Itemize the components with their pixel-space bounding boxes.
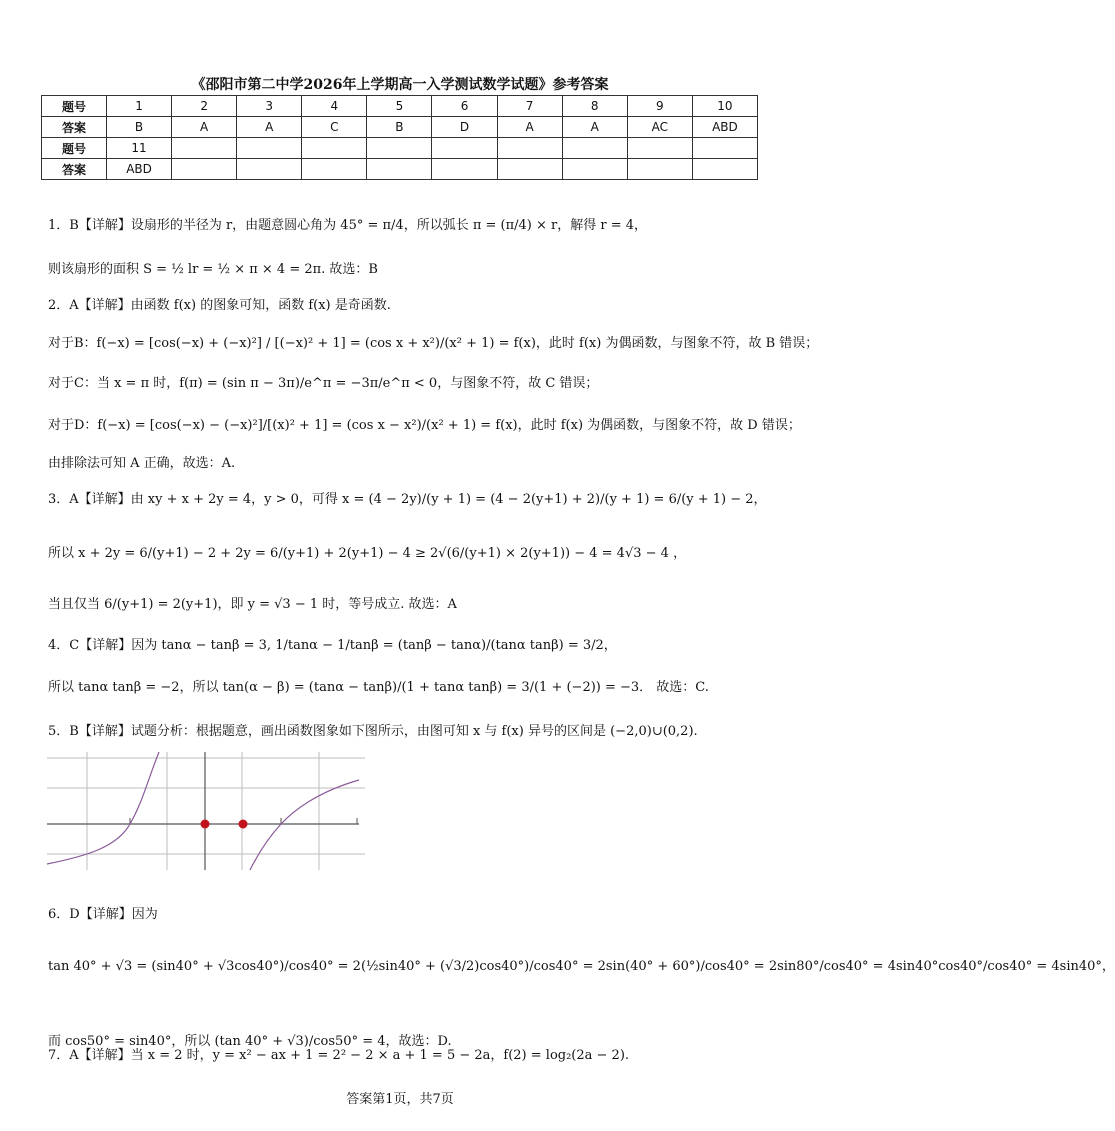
table-cell: 7 [497,96,562,117]
table-cell: A [237,117,302,138]
table-cell: C [302,117,367,138]
table-cell [367,138,432,159]
solution-q2-line3: 对于C：当 x = π 时，f(π) = (sin π − 3π)/e^π = −3π/e^π < 0，与图象不符，故 C 错误； [48,376,599,391]
table-cell: A [172,117,237,138]
table-cell [562,138,627,159]
table-cell [692,159,757,180]
table-cell [367,159,432,180]
table-cell [302,159,367,180]
table-cell: A [562,117,627,138]
solution-q2-line5: 由排除法可知 A 正确，故选：A. [48,456,236,471]
table-cell [172,138,237,159]
grid [47,752,365,870]
row-header: 答案 [42,117,107,138]
solution-q2-line1: 2．A【详解】由函数 f(x) 的图象可知，函数 f(x) 是奇函数. [48,298,391,313]
solution-q3-line3: 当且仅当 6/(y+1) = 2(y+1)，即 y = √3 − 1 时，等号成立. 故选：A [48,597,457,612]
table-cell [237,138,302,159]
solution-q1-line1: 1．B【详解】设扇形的半径为 r，由题意圆心角为 45° = π/4，所以弧长 π = (π/4) × r，解得 r = 4， [48,218,648,233]
row-header: 答案 [42,159,107,180]
solution-q3-line1: 3．A【详解】由 xy + x + 2y = 4，y > 0，可得 x = (4 − 2y)/(y + 1) = (4 − 2(y+1) + 2)/(y + 1) = 6/(y + 1) − 2， [48,492,767,507]
solution-q7-line1: 7．A【详解】当 x = 2 时，y = x² − ax + 1 = 2² − 2 × a + 1 = 5 − 2a，f(2) = log₂(2a − 2). [48,1048,630,1063]
solution-q4-line1: 4．C【详解】因为 tanα − tanβ = 3, 1/tanα − 1/tanβ = (tanβ − tanα)/(tanα tanβ) = 3/2， [48,638,617,653]
table-cell: 2 [172,96,237,117]
table-row [42,117,758,138]
table-cell: 9 [627,96,692,117]
page-title: 《邵阳市第二中学2026年上学期高一入学测试数学试题》参考答案 [191,77,609,93]
solution-q6-line1: 6．D【详解】因为 [48,907,158,922]
table-row [42,96,758,117]
table-row [42,159,758,180]
solution-q2-line4: 对于D：f(−x) = [cos(−x) − (−x)²]/[(x)² + 1] = (cos x − x²)/(x² + 1) = f(x)，此时 f(x) 为偶函数，与图象不符，故 D 错误； [48,418,801,433]
solution-q2-line2: 对于B：f(−x) = [cos(−x) + (−x)²] / [(−x)² + 1] = (cos x + x²)/(x² + 1) = f(x)，此时 f(x) 为偶函数，与图象不符，故 B 错误； [48,336,819,351]
table-cell: 11 [107,138,172,159]
row-header: 题号 [42,96,107,117]
solution-q5-line1: 5．B【详解】试题分析：根据题意，画出函数图象如下图所示，由图可知 x 与 f(x) 异号的区间是 (−2,0)∪(0,2). [48,724,698,739]
answer-table [41,95,758,180]
curve-left [47,752,159,864]
table-cell: 3 [237,96,302,117]
table-cell: ABD [107,159,172,180]
function-graph [47,752,365,870]
table-cell [497,159,562,180]
table-cell: 6 [432,96,497,117]
table-cell: 5 [367,96,432,117]
table-cell [692,138,757,159]
solution-q1-line2: 则该扇形的面积 S = ½ lr = ½ × π × 4 = 2π. 故选：B [48,262,378,277]
table-cell [627,138,692,159]
table-cell [432,159,497,180]
table-cell: D [432,117,497,138]
table-cell [237,159,302,180]
solution-q6-line3: 而 cos50° = sin40°，所以 (tan 40° + √3)/cos50° = 4，故选：D. [48,1034,452,1049]
table-cell: 10 [692,96,757,117]
solution-q6-line2: tan 40° + √3 = (sin40° + √3cos40°)/cos40° = 2(½sin40° + (√3/2)cos40°)/cos40° = 2sin(40° + 60°)/cos40° = 2sin80°/cos40° = 4sin40°cos40°/cos40° = 4sin40°， [48,959,1115,974]
curve-right [250,780,359,870]
point-marker [239,820,248,829]
table-row [42,138,758,159]
table-cell [302,138,367,159]
table-cell: 8 [562,96,627,117]
table-cell: B [367,117,432,138]
table-cell [562,159,627,180]
table-cell [172,159,237,180]
table-cell [432,138,497,159]
origin-marker [201,820,210,829]
table-cell: ABD [692,117,757,138]
table-cell: B [107,117,172,138]
solution-q3-line2: 所以 x + 2y = 6/(y+1) − 2 + 2y = 6/(y+1) + 2(y+1) − 4 ≥ 2√(6/(y+1) × 2(y+1)) − 4 = 4√3 − 4 ， [48,546,687,561]
table-cell: 1 [107,96,172,117]
table-cell [497,138,562,159]
table-cell [627,159,692,180]
table-cell: 4 [302,96,367,117]
table-cell: A [497,117,562,138]
table-cell: AC [627,117,692,138]
solution-q4-line2: 所以 tanα tanβ = −2，所以 tan(α − β) = (tanα − tanβ)/(1 + tanα tanβ) = 3/(1 + (−2)) = −3． 故选：C. [48,680,709,695]
page-footer: 答案第1页，共7页 [346,1092,454,1107]
row-header: 题号 [42,138,107,159]
